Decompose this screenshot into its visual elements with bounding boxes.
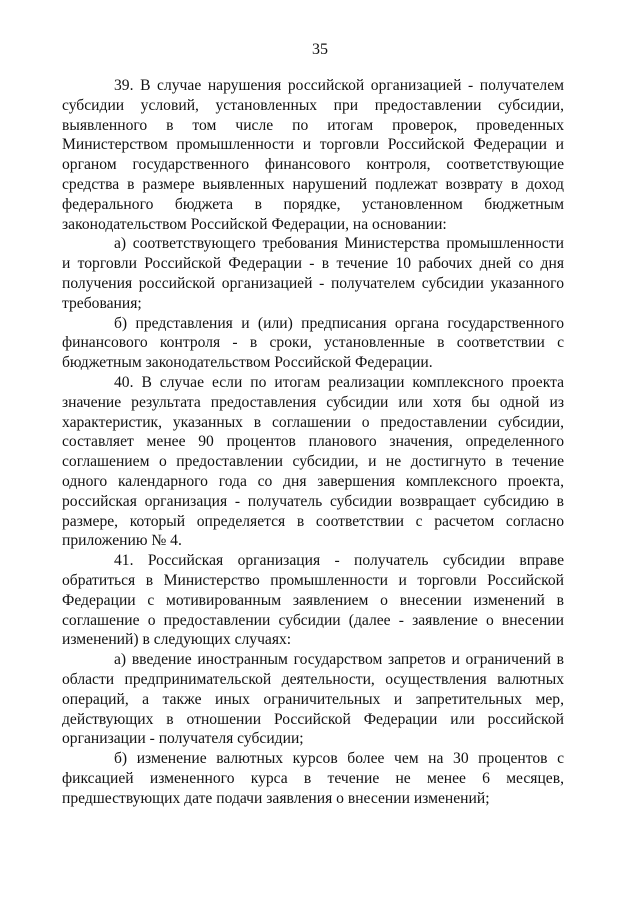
paragraph-41-item-a: а) введение иностранным государством запретов и ограничений в области предпринимательской деятельности, осуществления валютных операций, а также иных ограничительных и запретительных мер, действующих в отношении Российской Федерации или российской организации - получателя субсидии;	[62, 651, 564, 748]
paragraph-40: 40. В случае если по итогам реализации комплексного проекта значение результата предоставления субсидии или хотя бы одной из характеристик, указанных в соглашении о предоставлении субсидии, составляет менее 90 процентов планового значения, определенного соглашением о предоставлении субсидии, и не достигнуто в течение одного календарного года со дня завершения комплексного проекта, российская организация - получатель субсидии возвращает субсидию в размере, который определяется в соответствии с расчетом согласно приложению № 4.	[62, 373, 564, 550]
paragraph-41-item-b: б) изменение валютных курсов более чем на 30 процентов с фиксацией измененного курса в течение не менее 6 месяцев, предшествующих дате подачи заявления о внесении изменений;	[62, 750, 564, 807]
document-body	[62, 76, 564, 808]
paragraph-41: 41. Российская организация - получатель субсидии вправе обратиться в Министерство промышленности и торговли Российской Федерации с мотивированным заявлением о внесении изменений в соглашение о предоставлении субсидии (далее - заявление о внесении изменений) в следующих случаях:	[62, 552, 564, 649]
paragraph-39: 39. В случае нарушения российской организацией - получателем субсидии условий, установленных при предоставлении субсидии, выявленного в том числе по итогам проверок, проведенных Министерством промышленности и торговли Российской Федерации и органом государственного финансового контроля, соответствующие средства в размере выявленных нарушений подлежат возврату в доход федерального бюджета в порядке, установленном бюджетным законодательством Российской Федерации, на основании:	[62, 77, 564, 233]
paragraph-39-item-b: б) представления и (или) предписания органа государственного финансового контроля - в сроки, установленные в соответствии с бюджетным законодательством Российской Федерации.	[62, 314, 564, 372]
paragraph-39-item-a: а) соответствующего требования Министерства промышленности и торговли Российской Федерации - в течение 10 рабочих дней со дня получения российской организацией - получателем субсидии указанного требования;	[62, 235, 564, 312]
page-number: 35	[312, 41, 328, 58]
